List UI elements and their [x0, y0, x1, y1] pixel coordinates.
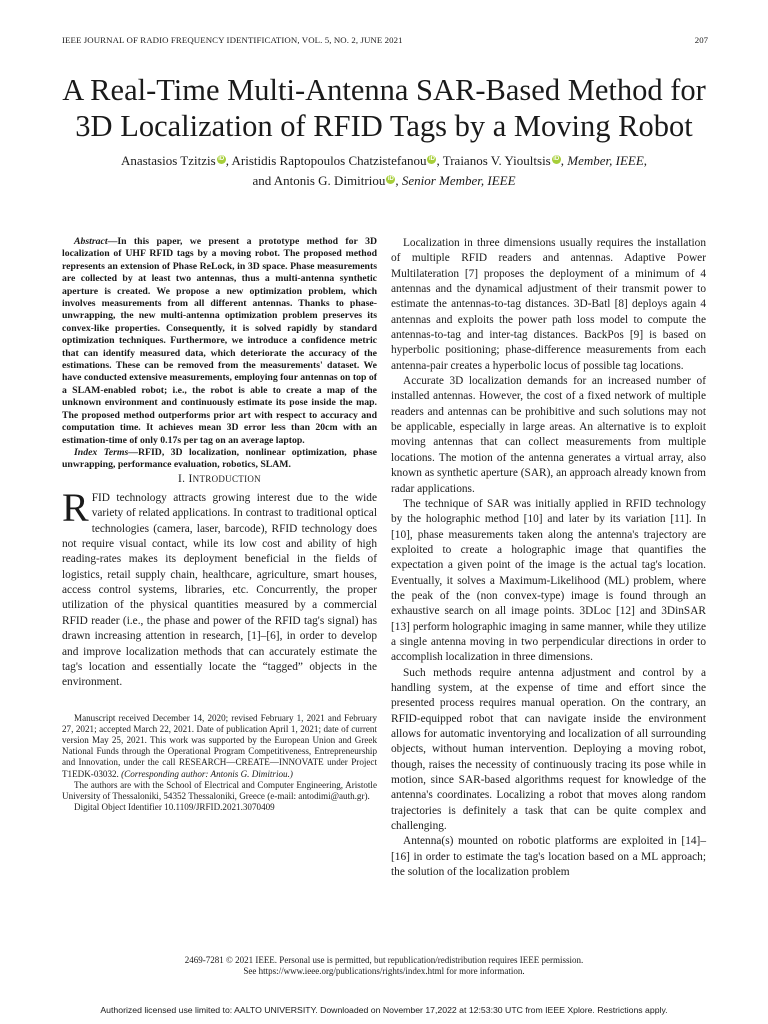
section-rest: NTRODUCTION	[192, 473, 261, 484]
drop-cap: R	[62, 485, 89, 531]
section-cap: I	[188, 472, 193, 485]
title-line-1: A Real-Time Multi-Antenna SAR-Based Method for	[62, 73, 706, 107]
paper-title	[40, 72, 728, 144]
orcid-icon[interactable]: iD	[387, 175, 394, 182]
author-name: Aristidis Raptopoulos Chatzistefanou	[231, 153, 427, 168]
author-name: and Antonis G. Dimitriou	[252, 173, 386, 188]
footnotes	[62, 713, 377, 814]
abstract-text: —In this paper, we present a prototype method for 3D localization of UHF RFID tags by a moving robot. The proposed method represents an extension of Phase ReLock, in 3D space. Phase measurements are collected by at least two antennas, thus a multi-antenna synthetic aperture is created. We propose a new optimization problem, which involves measurements from all different antennas. Thanks to phase-unwrapping, the new multi-antenna optimization problem preserves its convex-like properties. Consequently, it is solved rapidly by standard optimization techniques. Furthermore, we introduce a confidence metric that can identify measured data, which deteriorate the accuracy of the estimations. These can be removed from the measurements' dataset. We have conducted extensive measurements, employing four antennas on top of a SLAM-enabled robot; i.e., the robot is able to create a map of the unknown environment and continuously estimate its pose inside the map. The proposed method outperforms prior art with respect to accuracy and computation time. It achieves mean 3D error less than 20cm with an estimation-time of only 0.17s per tag on an average laptop.	[62, 236, 377, 446]
author-list: Anastasios Tzitzis iD , Aristidis Raptopoulos Chatzistefanou iD , Traianos V. Yioultsis iD , Member, IEEE, and Antonis G. Dimitriou iD , Senior Member, IEEE	[120, 153, 648, 188]
orcid-icon[interactable]: iD	[428, 155, 435, 162]
index-terms	[62, 447, 377, 472]
copyright-line-1: 2469-7281 © 2021 IEEE. Personal use is permitted, but republication/redistribution requires IEEE permission.	[184, 955, 584, 965]
copyright-line-2: See https://www.ieee.org/publications/rights/index.html for more information.	[243, 966, 525, 976]
license-notice: Authorized licensed use limited to: AALTO UNIVERSITY. Downloaded on November 17,2022 at 12:53:30 UTC from IEEE Xplore. Restrictions apply.	[100, 1005, 668, 1015]
running-header: IEEE JOURNAL OF RADIO FREQUENCY IDENTIFICATION, VOL. 5, NO. 2, JUNE 2021	[62, 35, 403, 45]
index-terms-label: Index Terms	[74, 446, 129, 458]
section-numeral: I.	[178, 472, 186, 485]
title-line-2: 3D Localization of RFID Tags by a Moving Robot	[75, 109, 693, 143]
body-paragraph: Such methods require antenna adjustment and control by a handling system, at the expense of time and effort since the presented process requires manual operation. On the contrary, an RFID-equipped robot that can navigate inside the environment allows for automatic inventorying and localization of all surrounding objects, without human intervention. Deploying a moving robot, though, raises the necessity of continuously tracing its pose while in motion, since SAR-based algorithms request for knowledge of the antenna's coordinates. Localizing a robot that moves along random trajectories is definitely a task that can be quite complex and challenging.	[391, 666, 706, 833]
intro-text: FID technology attracts growing interest due to the wide variety of related applications. In contrast to traditional optical technologies (camera, laser, barcode), RFID technology does not require visual contact, while its low cost and ability of high reading-rates makes its deployment beneficial in the fields of logistics, retail supply chain, healthcare, agriculture, smart houses, access control systems, libraries, etc. Concurrently, the proper utilization of the physical quantities measured by a commercial RFID reader (i.e., the phase and power of the RFID tag's signal) has drawn increasing attention in research, [1]–[6], in order to develop and improve localization methods that can accurately estimate the tag's location and essentially locate the “tagged” objects in the environment.	[62, 492, 377, 689]
footnote-manuscript	[62, 713, 377, 780]
author-name: Anastasios Tzitzis	[120, 153, 216, 168]
right-column	[391, 236, 706, 880]
body-paragraph: Accurate 3D localization demands for an increased number of installed antennas. However, the cost of a fixed network of multiple readers and antennas can be prohibitive and such solutions may not be applicable, especially in large areas. An alternative is to exploit moving antennas that can collect measurements from multiple locations. The motion of the antenna generates a virtual array, also known as synthetic aperture (SAR), an approach already known from radar applications.	[391, 375, 707, 495]
body-paragraph: The technique of SAR was initially applied in RFID technology by the holographic method [10] and later by its variation [11]. In [10], phase measurements taken along the antenna's trajectory are exploited to create a holographic image that quantifies the expectation a given point of the image is the actual tag's location. Eventually, it solves a Maximum-Likelihood (ML) problem, where the peak of the (non convex-type) image is found through an exhaustive search on all image points. 3DLoc [12] and 3DinSAR [13] perform holographic imaging in same manner, while they utilize a single antenna moving in two perpendicular directions in order to accomplish localization in three dimensions.	[391, 497, 706, 664]
left-column	[62, 236, 377, 813]
section-heading-introduction	[62, 472, 377, 487]
footnote-doi: Digital Object Identifier 10.1109/JRFID.2021.3070409	[74, 802, 275, 813]
abstract-label: Abstract	[74, 236, 108, 247]
body-paragraph: Antenna(s) mounted on robotic platforms are exploited in [14]–[16] in order to estimate the tag's location based on a ML approach; the solution of the localization problem	[391, 835, 706, 879]
index-terms-text: —RFID, 3D localization, nonlinear optimization, phase unwrapping, performance evaluation, robotics, SLAM.	[62, 446, 377, 471]
orcid-icon[interactable]: iD	[218, 155, 225, 162]
author-role: Senior Member, IEEE	[401, 173, 516, 188]
page-number: 207	[694, 35, 708, 45]
footnote-manuscript-text: Manuscript received December 14, 2020; revised February 1, 2021 and February 27, 2021; accepted March 22, 2021. Date of publication April 1, 2021; date of current version May 25, 2021. This work was supported by the European Union and Greek National Funds through the Operational Program Competitiveness, Entrepreneurship and Innovation, under the call RESEARCH—CREATE—INNOVATE under Project T1EDK-03032.	[62, 712, 377, 779]
author-name: Traianos V. Yioultsis	[442, 153, 551, 168]
abstract	[62, 236, 377, 447]
author-role: Member, IEEE	[567, 153, 644, 168]
body-paragraph: Localization in three dimensions usually requires the installation of multiple RFID readers and antennas. Adaptive Power Multilateration [7] proposes the deployment of a minimum of 4 antennas and the dynamical adjustment of their transmit power to estimate the antennas-to-tag distances. 3D-Batl [8] deploys again 4 antennas and exploits the power path loss model to compute the antennas-to-tag and inter-tag distances. BackPos [9] is based on hyperbolic positioning; phase-difference measurements from each antenna-pair creates a hyperbolic locus of possible tag locations.	[391, 237, 706, 372]
footnote-corresponding: (Corresponding author: Antonis G. Dimitriou.)	[121, 768, 293, 779]
footnote-affiliation: The authors are with the School of Electrical and Computer Engineering, Aristotle University of Thessaloniki, 54352 Thessaloniki, Greece (e-mail: antodimi@auth.gr).	[62, 779, 377, 801]
copyright-notice	[40, 955, 728, 977]
intro-paragraph	[62, 485, 377, 690]
orcid-icon[interactable]: iD	[553, 155, 560, 162]
